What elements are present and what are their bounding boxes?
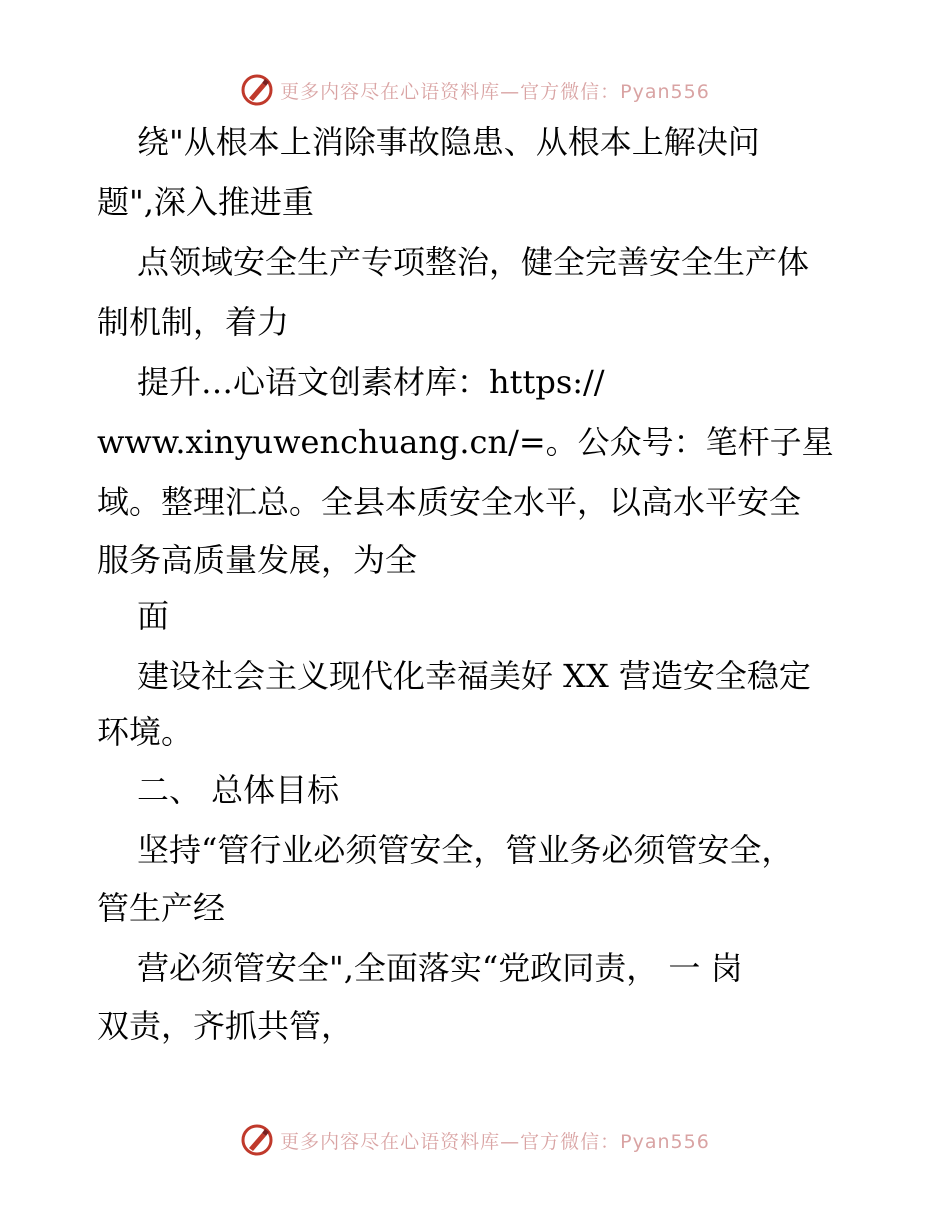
- text-line: 制机制，着力: [97, 303, 290, 341]
- text-line: 建设社会主义现代化幸福美好 XX 营造安全稳定: [137, 657, 811, 695]
- pen-circle-icon: [240, 1123, 274, 1157]
- text-line: 坚持“管行业必须管安全，管业务必须管安全，: [137, 831, 794, 869]
- text-line: 点领域安全生产专项整治，健全完善安全生产体: [137, 243, 810, 281]
- text-line: www.xinyuwenchuang.cn/=。公众号：笔杆子星: [97, 423, 834, 461]
- text-line: 题",深入推进重: [97, 183, 314, 221]
- section-heading: 二、 总体目标: [137, 771, 340, 809]
- text-line: 绕"从根本上消除事故隐患、从根本上解决问: [137, 123, 760, 161]
- text-line: 管生产经: [97, 889, 226, 927]
- text-line: 营必须管安全",全面落实“党政同责， 一 岗: [137, 949, 743, 987]
- watermark-text: 更多内容尽在心语资料库—官方微信：Pyan556: [280, 80, 710, 103]
- watermark-text: 更多内容尽在心语资料库—官方微信：Pyan556: [280, 1130, 710, 1153]
- footer-watermark: [0, 1120, 950, 1160]
- text-line: 服务高质量发展，为全: [97, 541, 418, 579]
- text-line: 域。整理汇总。全县本质安全水平，以高水平安全: [97, 483, 802, 521]
- header-watermark: [0, 70, 950, 110]
- text-line: 面: [137, 597, 170, 635]
- pen-circle-icon: [240, 73, 274, 107]
- text-line: 双责，齐抓共管，: [97, 1007, 354, 1045]
- text-line: 提升…心语文创素材库：https://: [137, 363, 605, 401]
- text-line: 环境。: [97, 713, 194, 751]
